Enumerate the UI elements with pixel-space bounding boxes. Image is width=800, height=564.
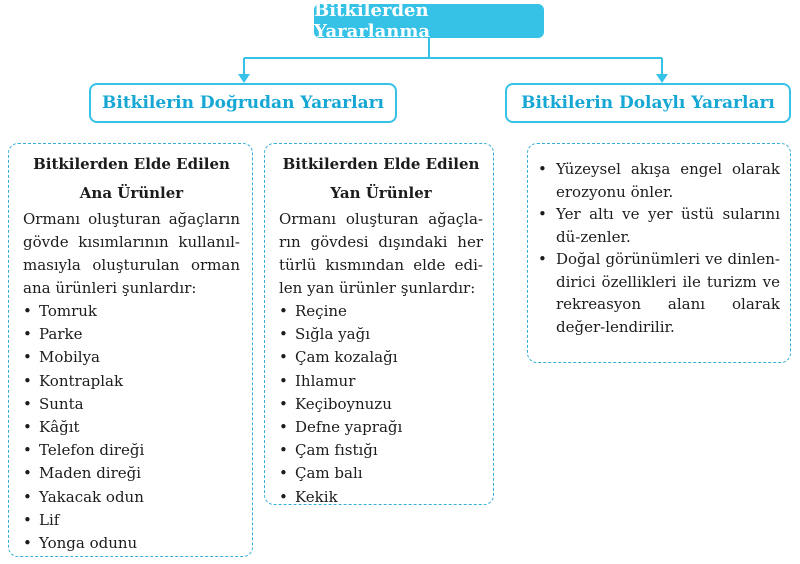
list-item: • Kontraplak bbox=[23, 370, 240, 393]
list-item: • Sunta bbox=[23, 393, 240, 416]
by-products-title-line1: Bitkilerden Elde Edilen bbox=[282, 155, 480, 173]
list-item: • Sığla yağı bbox=[279, 323, 483, 346]
list-item: • Mobilya bbox=[23, 346, 240, 369]
main-products-card bbox=[8, 143, 253, 557]
root-node bbox=[314, 0, 544, 42]
by-products-list bbox=[279, 300, 483, 509]
list-item: • Yakacak odun bbox=[23, 486, 240, 509]
left-arrowhead bbox=[238, 74, 250, 83]
list-item: • Doğal görünümleri ve dinlen-dirici özellikleri ile turizm ve rekreasyon alanı olarak değer-lendirilir. bbox=[538, 248, 780, 338]
by-products-card bbox=[264, 143, 494, 505]
list-item: • Yüzeysel akışa engel olarak erozyonu önler. bbox=[538, 158, 780, 203]
indirect-benefits-list bbox=[538, 158, 780, 338]
main-products-title-line2: Ana Ürünler bbox=[79, 184, 184, 202]
indirect-benefits-node bbox=[505, 83, 791, 123]
by-products-title-line2: Yan Ürünler bbox=[330, 184, 432, 202]
list-item: • Yer altı ve yer üstü sularını dü-zenler. bbox=[538, 203, 780, 248]
by-products-description: Ormanı oluşturan ağaçla-rın gövdesi dışındaki her türlü kısmından elde edi-len yan ürünler şunlardır: bbox=[279, 210, 483, 297]
list-item: • Kâğıt bbox=[23, 416, 240, 439]
list-item: • Parke bbox=[23, 323, 240, 346]
list-item: • Kekik bbox=[279, 486, 483, 509]
main-products-title-line1: Bitkilerden Elde Edilen bbox=[33, 155, 230, 173]
direct-benefits-label: Bitkilerin Doğrudan Yararları bbox=[102, 93, 384, 113]
list-item: • Keçiboynuzu bbox=[279, 393, 483, 416]
list-item: • Çam balı bbox=[279, 462, 483, 485]
root-label: Bitkilerden Yararlanma bbox=[314, 0, 431, 42]
main-products-description: Ormanı oluşturan ağaçların gövde kısımlarının kullanıl-masıyla oluşturulan orman ana ürünleri şunlardır: bbox=[23, 210, 240, 297]
list-item: • Lif bbox=[23, 509, 240, 532]
indirect-benefits-label: Bitkilerin Dolaylı Yararları bbox=[521, 93, 775, 113]
list-item: • Çam kozalağı bbox=[279, 346, 483, 369]
main-products-list bbox=[23, 300, 240, 555]
direct-benefits-node bbox=[89, 83, 397, 123]
list-item: • Telefon direği bbox=[23, 439, 240, 462]
list-item: • Çam fıstığı bbox=[279, 439, 483, 462]
list-item: • Ihlamur bbox=[279, 370, 483, 393]
list-item: • Yonga odunu bbox=[23, 532, 240, 555]
right-arrowhead bbox=[656, 74, 668, 83]
indirect-benefits-card bbox=[527, 143, 791, 363]
list-item: • Reçine bbox=[279, 300, 483, 323]
list-item: • Defne yaprağı bbox=[279, 416, 483, 439]
list-item: • Maden direği bbox=[23, 462, 240, 485]
list-item: • Tomruk bbox=[23, 300, 240, 323]
